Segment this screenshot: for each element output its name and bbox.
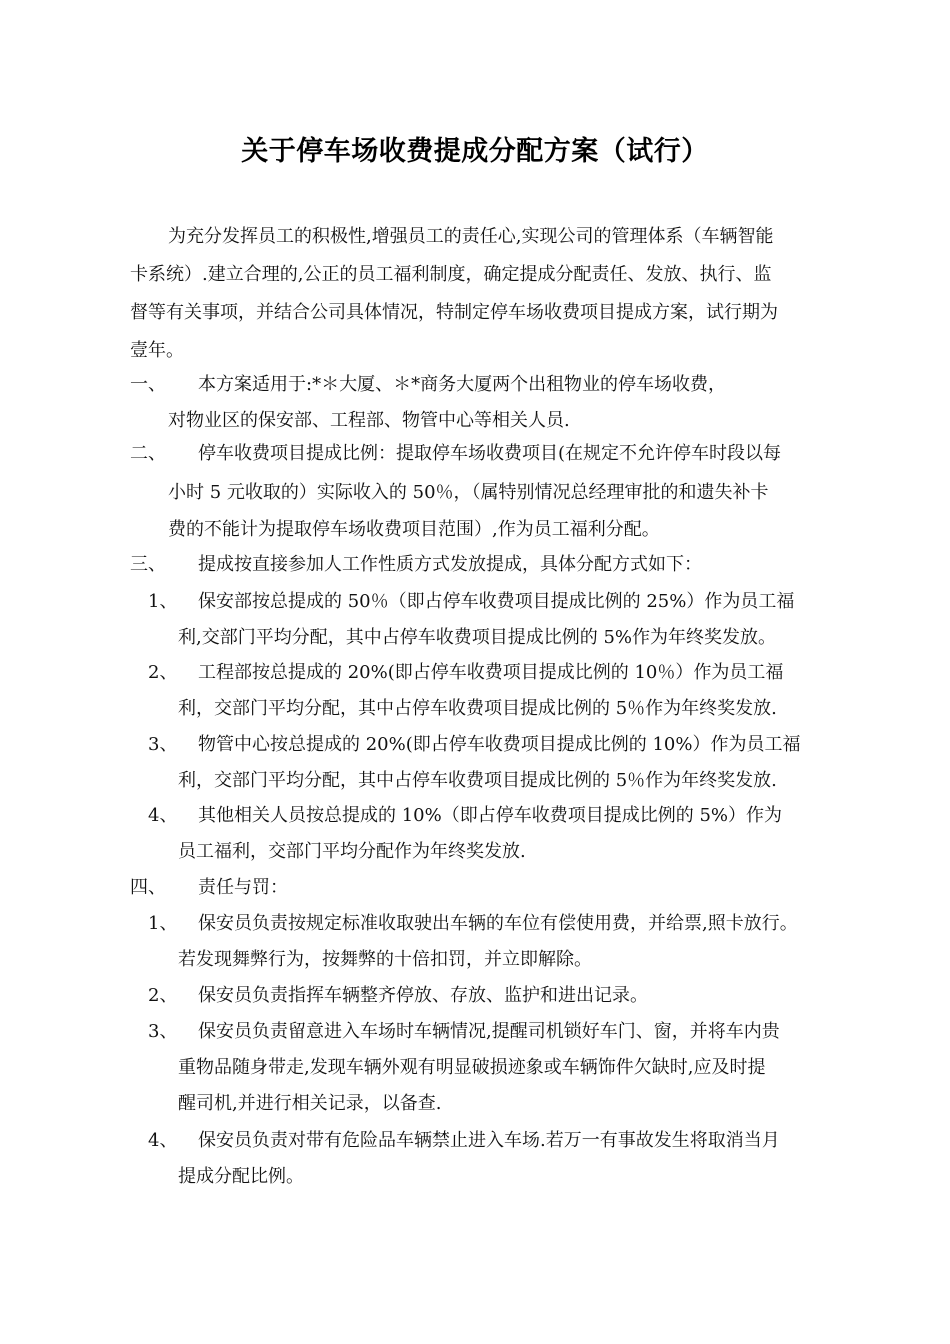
item-line: 其他相关人员按总提成的 10%（即占停车收费项目提成比例的 5%）作为 [198,805,783,826]
item-line: 保安员负责留意进入车场时车辆情况,提醒司机锁好车门、窗，并将车内贵 [198,1021,780,1042]
section-line: 本方案适用于:*＊大厦、＊*商务大厦两个出租物业的停车场收费， [198,374,727,395]
section-marker: 一、 [130,374,166,395]
item-line: 利，交部门平均分配，其中占停车收费项目提成比例的 5％作为年终奖发放. [178,698,777,719]
item-line: 保安员负责按规定标准收取驶出车辆的车位有偿使用费，并给票,照卡放行。 [198,913,798,934]
intro-line: 壹年。 [130,340,184,361]
intro-line: 为充分发挥员工的积极性,增强员工的责任心,实现公司的管理体系（车辆智能 [168,226,774,247]
intro-line: 督等有关事项，并结合公司具体情况，特制定停车场收费项目提成方案，试行期为 [130,302,778,323]
item-line: 员工福利，交部门平均分配作为年终奖发放. [178,841,526,862]
item-marker: 3、 [148,1021,178,1042]
item-line: 保安员负责对带有危险品车辆禁止进入车场.若万一有事故发生将取消当月 [198,1130,780,1151]
item-marker: 1、 [148,591,178,612]
section-marker: 四、 [130,877,166,898]
item-line: 重物品随身带走,发现车辆外观有明显破损迹象或车辆饰件欠缺时,应及时提 [178,1057,766,1078]
item-marker: 3、 [148,734,178,755]
section-line: 责任与罚： [198,877,288,898]
item-line: 提成分配比例。 [178,1166,304,1187]
section-line: 停车收费项目提成比例：提取停车场收费项目(在规定不允许停车时段以每 [198,443,782,464]
item-line: 工程部按总提成的 20%(即占停车收费项目提成比例的 10％）作为员工福 [198,662,784,683]
item-line: 醒司机,并进行相关记录，以备查. [178,1093,442,1114]
section-line: 小时 5 元收取的）实际收入的 50％，（属特别情况总经理审批的和遗失补卡 [168,482,769,503]
item-marker: 4、 [148,805,178,826]
item-line: 若发现舞弊行为，按舞弊的十倍扣罚，并立即解除。 [178,949,592,970]
item-line: 保安部按总提成的 50％（即占停车收费项目提成比例的 25%）作为员工福 [198,591,795,612]
item-marker: 1、 [148,913,178,934]
item-line: 利，交部门平均分配，其中占停车收费项目提成比例的 5％作为年终奖发放. [178,770,777,791]
section-line: 对物业区的保安部、工程部、物管中心等相关人员. [168,410,570,431]
section-marker: 三、 [130,554,166,575]
item-line: 保安员负责指挥车辆整齐停放、存放、监护和进出记录。 [198,985,648,1006]
item-marker: 2、 [148,985,178,1006]
section-line: 费的不能计为提取停车场收费项目范围）,作为员工福利分配。 [168,519,660,540]
item-marker: 2、 [148,662,178,683]
item-line: 物管中心按总提成的 20%(即占停车收费项目提成比例的 10%）作为员工福 [198,734,801,755]
item-marker: 4、 [148,1130,178,1151]
item-line: 利,交部门平均分配，其中占停车收费项目提成比例的 5%作为年终奖发放。 [178,627,776,648]
intro-line: 卡系统）.建立合理的,公正的员工福利制度，确定提成分配责任、发放、执行、监 [130,264,772,285]
section-marker: 二、 [130,443,166,464]
document-title: 关于停车场收费提成分配方案（试行） [241,136,709,167]
section-line: 提成按直接参加人工作性质方式发放提成，具体分配方式如下： [198,554,702,575]
